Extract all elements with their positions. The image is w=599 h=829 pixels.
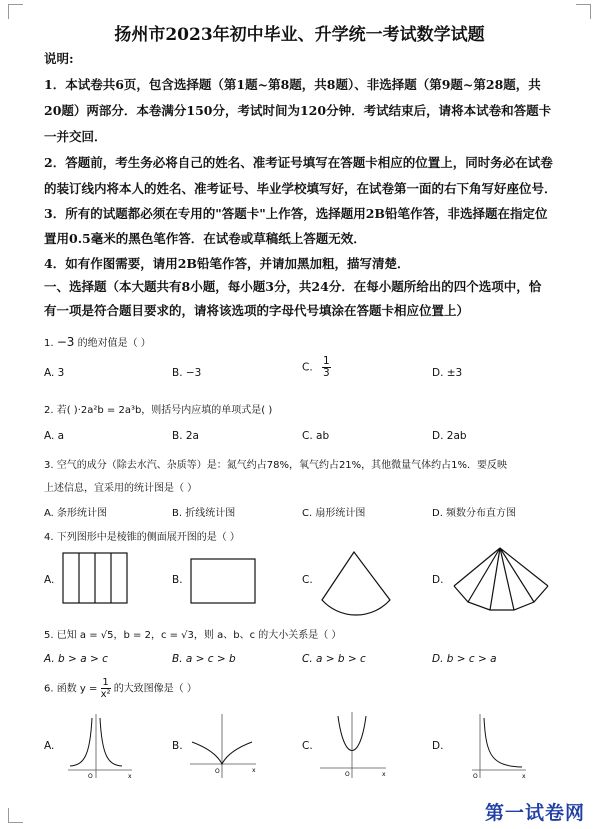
graph-b-x-label: x: [252, 767, 256, 774]
q4-figure-c-sector: [318, 548, 398, 618]
q4-figure-b-rectangle: [190, 558, 260, 606]
q2-option-a[interactable]: A. a: [44, 430, 65, 442]
q1-option-a[interactable]: A. 3: [44, 367, 65, 379]
fraction-one-third: $\frac{1}{3}$: [323, 355, 330, 379]
q1-option-c[interactable]: C. $\frac{1}{3}$: [302, 355, 330, 379]
q1-option-b[interactable]: B. −3: [172, 367, 202, 379]
question-2-stem: 2. 若( )·2a²b = 2a³b，则括号内应填的单项式是( ): [44, 405, 273, 416]
question-1-stem: 1. −3 的绝对值是（ ）: [44, 335, 151, 349]
note-line: 4．如有作图需要，请用2B铅笔作答，并请加黑加粗，描写清楚．: [44, 256, 410, 271]
q6-option-c-label[interactable]: C.: [302, 740, 313, 752]
notes-header: 说明:: [44, 51, 74, 66]
question-3-stem-line2: 上述信息，宜采用的统计图是（ ）: [44, 483, 198, 494]
graph-c-origin: O: [345, 771, 350, 778]
corner-mark-top-left: [8, 4, 23, 19]
q4-option-a-label[interactable]: A.: [44, 574, 55, 586]
q6-option-a-label[interactable]: A.: [44, 740, 55, 752]
q4-option-d-label[interactable]: D.: [432, 574, 444, 586]
q3-option-d[interactable]: D. 频数分布直方图: [432, 508, 517, 519]
q2-option-d[interactable]: D. 2ab: [432, 430, 467, 442]
section-heading: 有一项是符合题目要求的，请将该选项的字母代号填涂在答题卡相应位置上）: [44, 303, 470, 318]
graph-a-x-label: x: [128, 773, 132, 780]
graph-b-origin: O: [215, 768, 220, 775]
q3-option-c[interactable]: C. 扇形统计图: [302, 508, 366, 519]
q6-option-d-label[interactable]: D.: [432, 740, 444, 752]
graph-c-x-label: x: [382, 771, 386, 778]
q6-graph-d: [470, 712, 530, 780]
page-title: 扬州市2023年初中毕业、升学统一考试数学试题: [114, 25, 485, 45]
q3-option-b[interactable]: B. 折线统计图: [172, 508, 236, 519]
q5-option-c[interactable]: C. a > b > c: [302, 653, 366, 665]
q4-option-b-label[interactable]: B.: [172, 574, 183, 586]
question-4-stem: 4. 下列图形中是棱锥的侧面展开图的是（ ）: [44, 532, 240, 543]
q6-option-b-label[interactable]: B.: [172, 740, 183, 752]
q2-option-c[interactable]: C. ab: [302, 430, 330, 442]
q1-option-d[interactable]: D. ±3: [432, 367, 463, 379]
graph-a-origin: O: [88, 773, 93, 780]
question-3-stem-line1: 3. 空气的成分（除去水汽、杂质等）是：氮气约占78%，氧气约占21%，其他微量气体约占1%．要反映: [44, 460, 508, 471]
question-6-stem: 6. 函数 y = $\frac{1}{\text{x²}}$ 的大致图像是（ ）: [44, 677, 197, 700]
q5-option-b[interactable]: B. a > c > b: [172, 653, 236, 665]
note-line: 3．所有的试题都必须在专用的"答题卡"上作答，选择题用2B铅笔作答，非选择题在指定位: [44, 206, 548, 221]
watermark-logo: 第一试卷网: [484, 802, 585, 824]
corner-mark-top-right: [576, 4, 591, 19]
q3-option-a[interactable]: A. 条形统计图: [44, 508, 108, 519]
q6-graph-b: [188, 712, 260, 780]
graph-d-origin: O: [473, 773, 478, 780]
note-line: 置用0.5毫米的黑色笔作答．在试卷或草稿纸上答题无效．: [44, 231, 366, 246]
q2-option-b[interactable]: B. 2a: [172, 430, 199, 442]
note-line: 1．本试卷共6页，包含选择题（第1题~第8题，共8题）、非选择题（第9题~第28题，共: [44, 77, 541, 92]
note-line: 的装订线内将本人的姓名、准考证号、毕业学校填写好，在试卷第一面的右下角写好座位号．: [44, 181, 557, 196]
corner-mark-bottom-left: [8, 808, 23, 823]
question-5-stem: 5. 已知 a = √5，b = 2，c = √3，则 a、b、c 的大小关系是（ ）: [44, 630, 342, 641]
q5-option-d[interactable]: D. b > c > a: [432, 653, 497, 665]
fraction-one-over-x-squared: $\frac{1}{\text{x²}}$: [100, 677, 111, 700]
q6-graph-c: [318, 710, 390, 780]
note-line: 2．答题前，考生务必将自己的姓名、准考证号填写在答题卡相应的位置上，同时务必在试卷: [44, 155, 553, 170]
graph-d-x-label: x: [522, 773, 526, 780]
q6-graph-a: [66, 712, 136, 780]
note-line: 一并交回．: [44, 129, 107, 144]
section-heading: 一、选择题（本大题共有8小题，每小题3分，共24分．在每小题所给出的四个选项中，恰: [44, 279, 542, 294]
q4-option-c-label[interactable]: C.: [302, 574, 313, 586]
q4-figure-a-rectangles: [62, 552, 132, 608]
note-line: 20题）两部分．本卷满分150分，考试时间为120分钟．考试结束后，请将本试卷和答题卡: [44, 103, 552, 118]
q4-figure-d-triangles: [452, 546, 552, 616]
q5-option-a[interactable]: A. b > a > c: [44, 653, 108, 665]
